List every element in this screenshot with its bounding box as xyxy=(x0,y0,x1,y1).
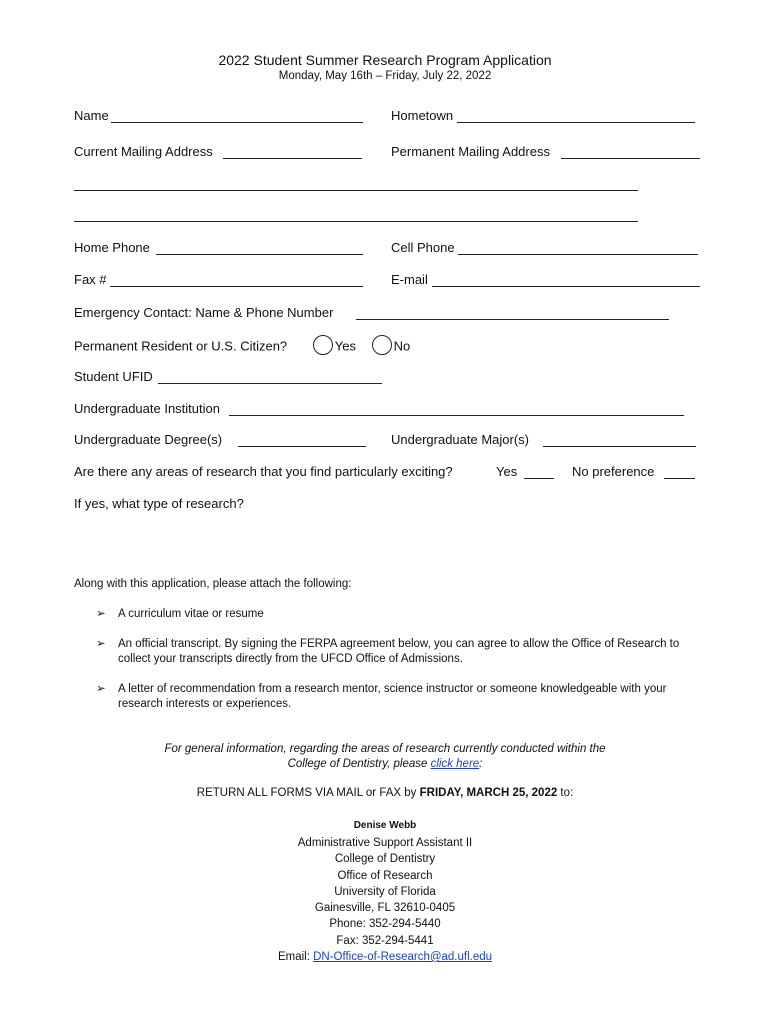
ufid-field[interactable] xyxy=(158,383,382,384)
home-phone-label: Home Phone xyxy=(74,240,150,255)
cell-phone-label: Cell Phone xyxy=(391,240,455,255)
current-address-field[interactable] xyxy=(223,158,362,159)
no-label: No xyxy=(393,338,411,354)
email-label: E-mail xyxy=(391,272,428,287)
arrow-bullet-icon: ➢ xyxy=(96,683,106,695)
program-dates: Monday, May 16th – Friday, July 22, 2022 xyxy=(278,70,492,82)
contact-fax: Fax: 352-294-5441 xyxy=(336,934,434,947)
attachment-cv: A curriculum vitae or resume xyxy=(118,608,264,620)
hometown-label: Hometown xyxy=(391,108,454,123)
arrow-bullet-icon: ➢ xyxy=(96,608,106,620)
address-line-2[interactable] xyxy=(74,221,638,222)
return-prefix: RETURN ALL FORMS VIA MAIL or FAX by xyxy=(196,787,420,799)
permanent-address-label: Permanent Mailing Address xyxy=(391,144,550,159)
click-here-link[interactable]: click here xyxy=(430,758,480,770)
contact-office: Office of Research xyxy=(337,869,433,882)
institution-label: Undergraduate Institution xyxy=(74,401,220,416)
ufid-label: Student UFID xyxy=(74,369,153,384)
return-deadline: FRIDAY, MARCH 25, 2022 xyxy=(419,787,558,799)
degree-field[interactable] xyxy=(238,446,366,447)
contact-title: Administrative Support Assistant II xyxy=(297,837,473,849)
list-item xyxy=(96,637,708,665)
return-suffix: to: xyxy=(557,787,574,799)
cell-phone-field[interactable] xyxy=(458,254,698,255)
resident-question xyxy=(74,337,410,357)
attachment-transcript: An official transcript. By signing the FERPA agreement below, you can agree to allow the Office of Research to collect your transcripts directly from the UFCD Office of Admissions. xyxy=(118,638,680,665)
emergency-contact-label: Emergency Contact: Name & Phone Number xyxy=(74,305,334,320)
major-label: Undergraduate Major(s) xyxy=(391,432,530,447)
research-yes-field[interactable] xyxy=(524,478,554,479)
email-prefix: Email: xyxy=(277,951,314,964)
home-phone-field[interactable] xyxy=(156,254,363,255)
research-question: Are there any areas of research that you find particularly exciting? xyxy=(74,464,453,479)
name-field[interactable] xyxy=(111,122,363,123)
info-line-2-suffix: : xyxy=(479,758,483,770)
contact-college: College of Dentistry xyxy=(334,853,436,866)
yes-radio[interactable] xyxy=(313,335,333,355)
major-field[interactable] xyxy=(543,446,696,447)
info-line-1: For general information, regarding the areas of research currently conducted within the xyxy=(164,743,606,755)
contact-email-row xyxy=(0,949,770,965)
info-line-2-text: College of Dentistry, please xyxy=(287,758,431,770)
contact-phone: Phone: 352-294-5440 xyxy=(329,918,441,931)
research-nopref-field[interactable] xyxy=(664,478,695,479)
address-line-1[interactable] xyxy=(74,190,638,191)
resident-question-label: Permanent Resident or U.S. Citizen? xyxy=(74,338,288,354)
list-item xyxy=(96,607,708,622)
return-instructions xyxy=(0,787,770,799)
contact-name: Denise Webb xyxy=(353,820,417,831)
email-field[interactable] xyxy=(432,286,700,287)
institution-field[interactable] xyxy=(229,415,684,416)
research-nopref-label: No preference xyxy=(572,464,655,479)
permanent-address-field[interactable] xyxy=(561,158,700,159)
name-label: Name xyxy=(74,108,109,123)
arrow-bullet-icon: ➢ xyxy=(96,638,106,650)
email-link[interactable]: DN-Office-of-Research@ad.ufl.edu xyxy=(313,951,493,964)
contact-university: University of Florida xyxy=(334,885,436,898)
contact-city: Gainesville, FL 32610-0405 xyxy=(314,902,456,915)
research-type-label: If yes, what type of research? xyxy=(74,496,244,511)
contact-block xyxy=(0,835,770,965)
fax-field[interactable] xyxy=(110,286,363,287)
form-title: 2022 Student Summer Research Program Application xyxy=(218,52,552,68)
info-line-2 xyxy=(0,757,770,772)
hometown-field[interactable] xyxy=(457,122,695,123)
attachment-recommendation: A letter of recommendation from a research mentor, science instructor or someone knowledgeable with your research interests or experiences. xyxy=(118,683,667,710)
attachments-intro: Along with this application, please attach the following: xyxy=(74,578,352,590)
research-yes-label: Yes xyxy=(496,464,518,479)
emergency-contact-field[interactable] xyxy=(356,319,669,320)
yes-label: Yes xyxy=(334,338,356,354)
current-address-label: Current Mailing Address xyxy=(74,144,213,159)
fax-label: Fax # xyxy=(74,272,107,287)
degree-label: Undergraduate Degree(s) xyxy=(74,432,223,447)
list-item xyxy=(96,682,708,710)
no-radio[interactable] xyxy=(372,335,392,355)
